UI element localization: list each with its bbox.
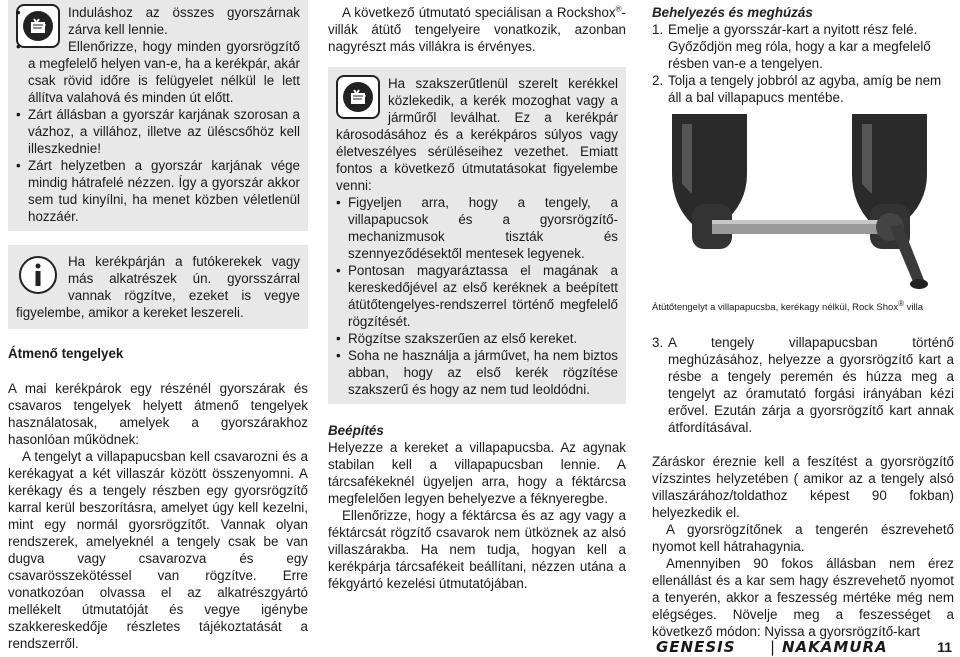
step-item: 1. Emelje a gyorsszár-kart a nyitott rész felé. Győződjön meg róla, hogy a kar a megfelelő résben van-e a tengelyen. xyxy=(652,22,931,71)
column-left xyxy=(8,0,308,652)
paragraph: A tengelyt a villapapucsban kell csavarozni és a kerékagyat a két villaszár között összenyomni. A kerékagy és a tengely részben egy gyorsrögzítő karral kerül beszorításra, amelyet úgy kell kezelni, mint egy normál gyorsrögzítőt. Vannak olyan rendszerek, amelyeknél a tengely csak be van dugva vagy csavarozva és egy csavarösszekötéssel van rögzítve. Erre vonatkozóan olvassa el az alkatrészgyártó mellékelt útmutatóját és vegye igénybe szakkereskedője részletes tájékoztatását a rendszerről. xyxy=(8,449,308,651)
warning-bullet: • Figyeljen arra, hogy a tengely, a villapapucsok és a gyorsrögzítő-mechanizmusok tiszták és szennyeződésektől mentesek legyenek. xyxy=(336,194,618,262)
step-item: 2. Tolja a tengely jobbról az agyba, amíg be nem áll a bal villapapucs mentébe. xyxy=(652,73,942,105)
paragraph: A gyorsrögzítőnek a tengerén észrevehető nyomot kell hátrahagynia. xyxy=(652,522,954,554)
warning-bullet: • Induláshoz az összes gyorszárnak zárva kell lennie. xyxy=(16,4,300,38)
column-right xyxy=(652,0,954,640)
section-heading: Behelyezés és meghúzás xyxy=(652,5,813,20)
paragraph: Helyezze a kereket a villapapucsba. Az agynak stabilan kell a villapapucsban lennie. A tárcsafékeknél ügyeljen arra, hogy a féktárcsa megfelelően legyen behelyezve a féknyeregbe. xyxy=(328,440,626,506)
section-heading: Átmenő tengelyek xyxy=(8,346,124,361)
brand-logo-nakamura: NAKAMURA xyxy=(782,638,888,656)
paragraph: Záráskor éreznie kell a feszítést a gyorsrögzítő vízszintes helyzetében ( amikor az a tengely alsó villaszárához/toldathoz képest 90 fokban) helyezkedik el. xyxy=(652,454,954,520)
warning-bullet: • Zárt helyzetben a gyorszár karjának vége mindig hátrafelé nézzen. Így a gyorszár akkor sem tud kinyílni, ha menet közben véletlenül hozzáér. xyxy=(16,157,300,225)
brand-separator: | xyxy=(770,638,777,656)
photo-caption: Átütőtengelyt a villapapucsba, kerékagy nélkül, Rock Shox® villa xyxy=(652,298,924,313)
warning-box xyxy=(8,0,308,231)
info-box xyxy=(8,245,308,329)
intro-paragraph: A következő útmutató speciálisan a Rockshox®-villák átütő tengelyeire vonatkozik, azonban nagyrészt más villákra is érvényes. xyxy=(328,4,626,54)
paragraph: A mai kerékpárok egy részénél gyorszárak és csavaros tengelyek helyett átmenő tengelyek használatosak, amelyek a gyorszárakhoz hasonlóan működnek: xyxy=(8,381,308,447)
section-heading: Beépítés xyxy=(328,423,384,438)
page-number: 11 xyxy=(937,639,952,655)
warning-bullet: • Soha ne használja a járművet, ha nem biztos abban, hogy az első kerék rögzítése szakszerű és hogy az nem tud leoldódni. xyxy=(336,347,618,398)
page-footer xyxy=(652,638,952,656)
paragraph: Ellenőrizze, hogy a féktárcsa és az agy vagy a féktárcsát rögzítő csavarok nem ütköznek az alsó villaszárakba. Ha nem tudja, hogyan kell a kerékpárja tárcsafékeit beállítani, nézzen utána a fékgyártó kezelési útmutatójában. xyxy=(328,508,626,591)
info-text: Ha kerékpárján a futókerekek vagy más alkatrészek ún. gyorsszárral vannak rögzítve, ezeket is vegye figyelembe, amikor a kereket leszereli. xyxy=(16,254,300,320)
warning-bullet: • Zárt állásban a gyorszár karjának szorosan a vázhoz, a villához, illetve az üléscsőhöz kell illeszkednie! xyxy=(16,106,300,157)
info-icon xyxy=(16,253,60,297)
warning-bullet: • Pontosan magyaráztassa el magának a kereskedőjével az első keréknek a beépített átütőtengelyes-rendszerrel történő megfelelő rögzítését. xyxy=(336,262,618,330)
warning-text: Ha szakszerűtlenül szerelt kerékkel közlekedik, a kerék mozoghat vagy a járműről leválhat. Ez a kerékpár károsodásához és a kerékpáros súlyos vagy életveszélyes sérüléseihez vezethet. Emiatt fontos a következő útmutatásokat figyelembe venni: xyxy=(336,76,618,193)
steps-list xyxy=(652,21,954,106)
fork-axle-photo xyxy=(652,114,952,294)
step-item: 3. A tengely villapapucsban történő meghúzásához, helyezze a gyorsrögzítő kart a résbe a tengely peremén és húzza meg a tengelyt az óramutató forgási irányában kézi erővel. Ezután zárja a gyorsrögzítő kart annak átfordításával. xyxy=(652,335,954,435)
manual-warning-icon xyxy=(336,75,380,119)
warning-box xyxy=(328,67,626,404)
warning-bullet: • Ellenőrizze, hogy minden gyorsrögzítő a megfelelő helyen van-e, ha a kerékpár, akár csak rövid időre is felügyelet nélkül le lett állítva valahová és minden út előtt. xyxy=(16,38,300,106)
brand-logo-genesis: GENESIS xyxy=(656,638,736,656)
steps-list xyxy=(652,334,954,436)
column-middle xyxy=(328,0,626,592)
paragraph: Amennyiben 90 fokos állásban nem érez ellenállást és a kar sem hagy észrevehető nyomot a tenyerén, akkor a feszesség mértéke még nem elégséges. Növelje meg a feszességet a következő módon: Nyissa a gyorsrögzítő-kart xyxy=(652,556,954,639)
warning-bullet: • Rögzítse szakszerűen az első kereket. xyxy=(336,330,618,347)
